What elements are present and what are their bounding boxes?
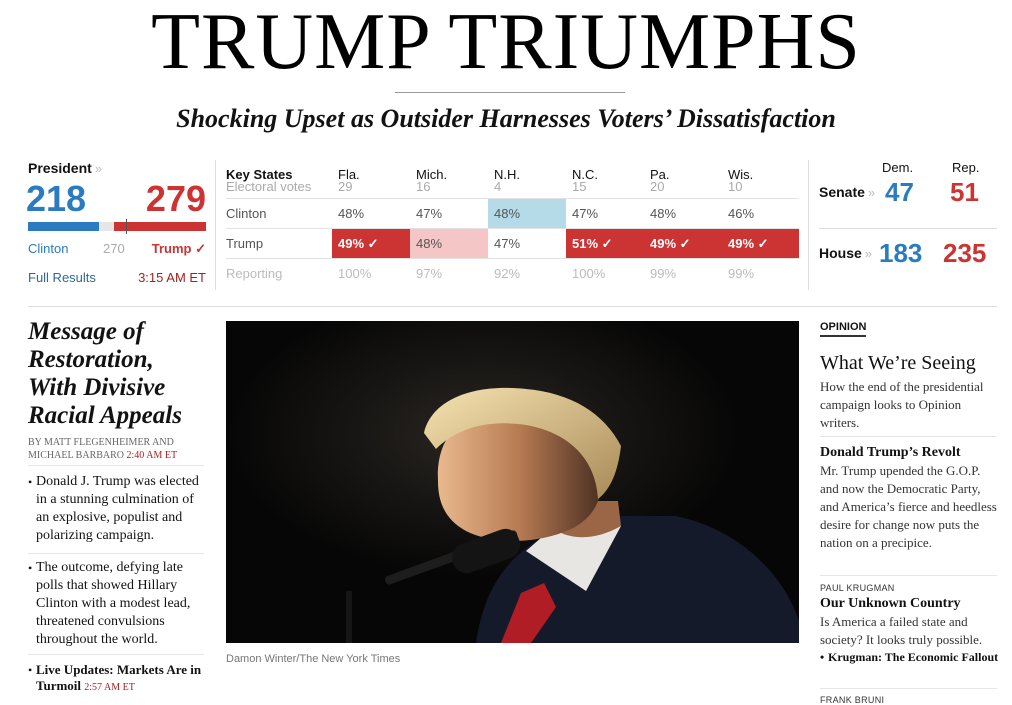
state-header[interactable]: Wis. (728, 167, 754, 182)
table-cell: 48% (410, 229, 488, 259)
opinion-feature-summary: How the end of the presidential campaign looks to Opinion writers. (820, 379, 984, 430)
table-cell: 47% (494, 236, 521, 251)
table-cell: 4 (494, 179, 502, 194)
table-cell: 99% (650, 266, 677, 281)
byline (28, 436, 208, 462)
state-header[interactable]: Fla. (338, 167, 360, 182)
column-summary: Is America a failed state and society? It looks truly possible. (820, 614, 983, 647)
table-cell: 15 (572, 179, 587, 194)
main-headline[interactable]: TRUMP TRIUMPHS (151, 0, 861, 86)
rep-header: Rep. (952, 160, 980, 175)
senate-rep-seats: 51 (950, 177, 979, 207)
author-kicker[interactable]: FRANK BRUNI (820, 695, 885, 705)
chevron-right-icon: » (864, 246, 873, 261)
dem-header: Dem. (882, 160, 914, 175)
summary-bullet: • The outcome, defying late polls that showed Hillary Clinton with a modest lead, threatened convulsions throughout the world. (28, 559, 208, 649)
headline-divider (395, 92, 625, 93)
summary-bullet: • Donald J. Trump was elected in a stunning culmination of an explosive, populist and polarizing campaign. (28, 473, 208, 545)
column-title[interactable]: Our Unknown Country (820, 596, 961, 611)
table-cell: 100% (338, 266, 372, 281)
clinton-label: Clinton (28, 241, 69, 256)
electoral-vote-bar (28, 222, 206, 231)
table-cell: 48% (650, 206, 677, 221)
table-cell: 49% ✓ (332, 229, 410, 259)
trump-electoral-votes: 279 (145, 178, 206, 219)
state-header[interactable]: Mich. (416, 167, 448, 182)
president-label: President (28, 160, 92, 176)
opinion-feature-title[interactable]: What We’re Seeing (820, 352, 976, 374)
threshold-marker (126, 219, 127, 234)
table-header-row (226, 160, 799, 182)
house-results-link[interactable] (819, 245, 872, 261)
table-cell: 92% (494, 266, 521, 281)
table-cell: 49% ✓ (722, 229, 799, 259)
divider (28, 306, 997, 307)
editorial-summary: Mr. Trump upended the G.O.P. and now the Democratic Party, and America’s fierce and heedless desire for change now puts the nation on a precipice. (820, 463, 997, 550)
table-row (226, 198, 799, 228)
clinton-bar-segment (28, 222, 99, 231)
trump-bar-segment (114, 222, 206, 231)
row-label: Trump (226, 236, 264, 251)
divider (215, 160, 216, 290)
live-updates-title: Live Updates: Markets Are in Turmoil (36, 662, 202, 693)
divider (28, 553, 204, 554)
chevron-right-icon: » (94, 161, 103, 176)
lead-photo[interactable] (226, 321, 799, 643)
house-dem-seats: 183 (879, 238, 923, 268)
story-timestamp: 2:40 AM ET (126, 450, 178, 461)
related-link[interactable]: • Krugman: The Economic Fallout (820, 650, 1000, 664)
divider (820, 688, 997, 689)
row-label: Reporting (226, 266, 283, 281)
clinton-electoral-votes: 218 (26, 178, 87, 219)
trump-portrait-illustration (226, 321, 799, 643)
state-header[interactable]: N.C. (572, 167, 598, 182)
senate-results-link[interactable] (819, 184, 875, 200)
byline-authors: BY MATT FLEGENHEIMER AND MICHAEL BARBARO (28, 437, 174, 461)
table-cell: 48% (338, 206, 365, 221)
full-results-link[interactable]: Full Results (28, 270, 96, 285)
row-label: Electoral votes (226, 179, 312, 194)
row-label: Clinton (226, 206, 267, 221)
key-states-table (226, 160, 799, 288)
results-timestamp: 3:15 AM ET (138, 270, 206, 285)
table-cell: 100% (572, 266, 606, 281)
table-cell: 29 (338, 179, 353, 194)
divider (28, 465, 204, 466)
house-label: House (819, 245, 862, 261)
live-updates-timestamp: 2:57 AM ET (84, 682, 135, 693)
divider (820, 575, 997, 576)
table-row (226, 258, 799, 288)
trump-winner-label: Trump ✓ (151, 241, 206, 256)
state-header[interactable]: N.H. (494, 167, 520, 182)
table-cell: 46% (728, 206, 755, 221)
sub-headline[interactable]: Shocking Upset as Outsider Harnesses Voters’ Dissatisfaction (176, 104, 836, 133)
lead-story-headline[interactable]: Message of Restoration, With Divisive Racial Appeals (28, 318, 182, 429)
president-results-link[interactable] (28, 160, 102, 176)
editorial-title[interactable]: Donald Trump’s Revolt (820, 445, 961, 460)
divider (28, 654, 204, 655)
state-header[interactable]: Pa. (650, 167, 670, 182)
chevron-right-icon: » (867, 185, 876, 200)
key-states-title: Key States (226, 167, 293, 182)
table-cell: 49% ✓ (644, 229, 722, 259)
photo-caption: Damon Winter/The New York Times (226, 653, 401, 665)
table-cell: 16 (416, 179, 431, 194)
senate-label: Senate (819, 184, 865, 200)
author-kicker[interactable]: PAUL KRUGMAN (820, 583, 895, 593)
table-cell: 48% (488, 199, 566, 229)
house-rep-seats: 235 (943, 238, 987, 268)
senate-dem-seats: 47 (885, 177, 914, 207)
table-cell: 47% (416, 206, 443, 221)
table-cell: 20 (650, 179, 665, 194)
table-cell: 47% (572, 206, 599, 221)
divider (820, 436, 997, 437)
live-updates-link[interactable] (28, 662, 208, 696)
opinion-section-label[interactable]: OPINION (820, 321, 866, 337)
table-row (226, 178, 799, 198)
table-cell: 97% (416, 266, 443, 281)
divider (819, 228, 997, 229)
divider (808, 160, 809, 290)
table-cell: 10 (728, 179, 743, 194)
threshold-270: 270 (103, 241, 125, 256)
table-cell: 99% (728, 266, 755, 281)
table-row (226, 228, 799, 258)
table-cell: 51% ✓ (566, 229, 644, 259)
